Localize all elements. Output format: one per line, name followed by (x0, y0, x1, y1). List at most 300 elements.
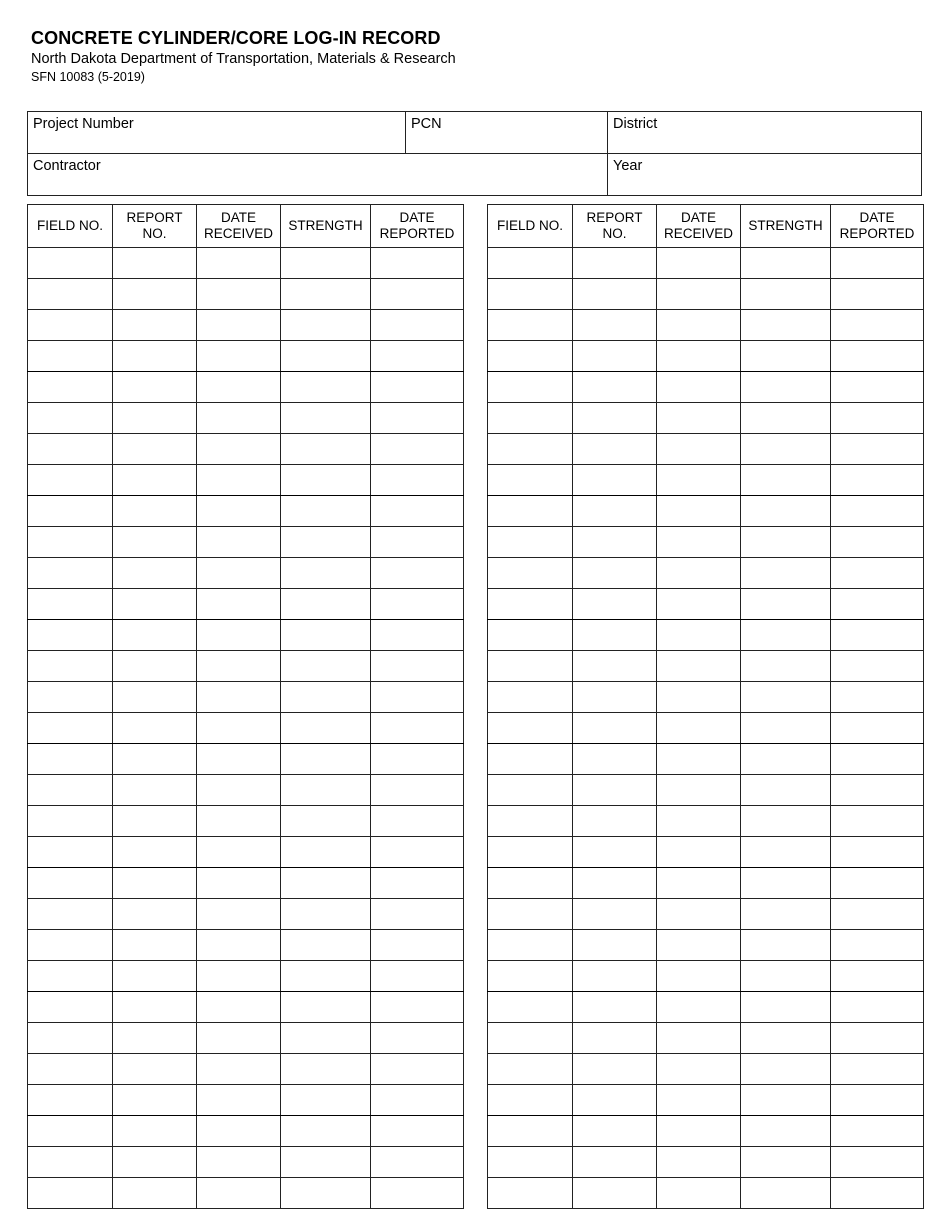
strength-input[interactable] (741, 868, 830, 898)
report-no-input[interactable] (113, 465, 196, 495)
date-received-input[interactable] (197, 1054, 280, 1084)
report-no-input[interactable] (113, 992, 196, 1022)
field-no-input[interactable] (28, 434, 112, 464)
strength-input[interactable] (281, 1147, 370, 1177)
strength-input[interactable] (281, 496, 370, 526)
date-received-input[interactable] (197, 310, 280, 340)
report-no-input[interactable] (573, 837, 656, 867)
strength-input[interactable] (741, 744, 830, 774)
date-received-input[interactable] (197, 248, 280, 278)
report-no-input[interactable] (113, 620, 196, 650)
date-received-input[interactable] (657, 961, 740, 991)
field-no-input[interactable] (28, 1085, 112, 1115)
date-received-input[interactable] (197, 279, 280, 309)
pcn-input[interactable] (411, 134, 602, 152)
field-no-input[interactable] (488, 279, 572, 309)
report-no-input[interactable] (573, 589, 656, 619)
date-reported-input[interactable] (831, 837, 923, 867)
date-received-input[interactable] (657, 1147, 740, 1177)
strength-input[interactable] (741, 1147, 830, 1177)
report-no-input[interactable] (573, 465, 656, 495)
field-no-input[interactable] (488, 248, 572, 278)
date-reported-input[interactable] (371, 496, 463, 526)
date-received-input[interactable] (197, 713, 280, 743)
field-no-input[interactable] (28, 837, 112, 867)
date-reported-input[interactable] (831, 589, 923, 619)
field-no-input[interactable] (488, 372, 572, 402)
field-no-input[interactable] (488, 589, 572, 619)
field-no-input[interactable] (488, 713, 572, 743)
strength-input[interactable] (281, 992, 370, 1022)
field-no-input[interactable] (488, 465, 572, 495)
report-no-input[interactable] (573, 310, 656, 340)
field-no-input[interactable] (28, 1116, 112, 1146)
date-reported-input[interactable] (371, 310, 463, 340)
report-no-input[interactable] (113, 341, 196, 371)
report-no-input[interactable] (113, 248, 196, 278)
date-reported-input[interactable] (831, 682, 923, 712)
report-no-input[interactable] (113, 1085, 196, 1115)
strength-input[interactable] (741, 961, 830, 991)
date-received-input[interactable] (197, 589, 280, 619)
report-no-input[interactable] (113, 558, 196, 588)
strength-input[interactable] (281, 837, 370, 867)
report-no-input[interactable] (573, 868, 656, 898)
date-received-input[interactable] (197, 1147, 280, 1177)
date-received-input[interactable] (197, 961, 280, 991)
strength-input[interactable] (281, 713, 370, 743)
report-no-input[interactable] (573, 651, 656, 681)
strength-input[interactable] (741, 372, 830, 402)
date-reported-input[interactable] (371, 465, 463, 495)
date-reported-input[interactable] (831, 713, 923, 743)
date-received-input[interactable] (197, 682, 280, 712)
date-reported-input[interactable] (831, 279, 923, 309)
field-no-input[interactable] (28, 1023, 112, 1053)
strength-input[interactable] (281, 651, 370, 681)
strength-input[interactable] (741, 899, 830, 929)
date-received-input[interactable] (657, 1023, 740, 1053)
report-no-input[interactable] (573, 403, 656, 433)
date-received-input[interactable] (657, 248, 740, 278)
district-input[interactable] (613, 134, 916, 152)
date-reported-input[interactable] (371, 279, 463, 309)
date-reported-input[interactable] (371, 868, 463, 898)
date-received-input[interactable] (657, 930, 740, 960)
report-no-input[interactable] (113, 310, 196, 340)
strength-input[interactable] (741, 651, 830, 681)
field-no-input[interactable] (28, 1147, 112, 1177)
field-no-input[interactable] (488, 806, 572, 836)
date-reported-input[interactable] (831, 372, 923, 402)
date-reported-input[interactable] (371, 1116, 463, 1146)
date-received-input[interactable] (197, 775, 280, 805)
report-no-input[interactable] (573, 527, 656, 557)
date-received-input[interactable] (197, 806, 280, 836)
date-reported-input[interactable] (831, 775, 923, 805)
date-reported-input[interactable] (371, 837, 463, 867)
date-reported-input[interactable] (831, 1054, 923, 1084)
report-no-input[interactable] (113, 496, 196, 526)
field-no-input[interactable] (28, 527, 112, 557)
date-reported-input[interactable] (371, 930, 463, 960)
strength-input[interactable] (741, 1054, 830, 1084)
report-no-input[interactable] (113, 868, 196, 898)
field-no-input[interactable] (488, 682, 572, 712)
date-reported-input[interactable] (371, 1178, 463, 1208)
field-no-input[interactable] (28, 1054, 112, 1084)
strength-input[interactable] (281, 1023, 370, 1053)
date-received-input[interactable] (197, 372, 280, 402)
date-reported-input[interactable] (831, 868, 923, 898)
strength-input[interactable] (281, 558, 370, 588)
field-no-input[interactable] (28, 992, 112, 1022)
date-received-input[interactable] (657, 403, 740, 433)
strength-input[interactable] (281, 372, 370, 402)
report-no-input[interactable] (573, 961, 656, 991)
date-received-input[interactable] (197, 899, 280, 929)
strength-input[interactable] (741, 806, 830, 836)
strength-input[interactable] (741, 1023, 830, 1053)
field-no-input[interactable] (488, 310, 572, 340)
date-received-input[interactable] (197, 403, 280, 433)
strength-input[interactable] (281, 1178, 370, 1208)
report-no-input[interactable] (113, 775, 196, 805)
report-no-input[interactable] (573, 1147, 656, 1177)
date-received-input[interactable] (197, 992, 280, 1022)
date-reported-input[interactable] (371, 372, 463, 402)
date-received-input[interactable] (657, 992, 740, 1022)
strength-input[interactable] (741, 248, 830, 278)
date-received-input[interactable] (657, 868, 740, 898)
strength-input[interactable] (741, 837, 830, 867)
date-received-input[interactable] (657, 1116, 740, 1146)
report-no-input[interactable] (573, 806, 656, 836)
date-reported-input[interactable] (831, 310, 923, 340)
date-received-input[interactable] (197, 1085, 280, 1115)
field-no-input[interactable] (488, 527, 572, 557)
field-no-input[interactable] (488, 434, 572, 464)
date-received-input[interactable] (197, 527, 280, 557)
date-received-input[interactable] (657, 744, 740, 774)
field-no-input[interactable] (28, 1178, 112, 1208)
date-received-input[interactable] (657, 620, 740, 650)
date-received-input[interactable] (657, 682, 740, 712)
field-no-input[interactable] (488, 868, 572, 898)
report-no-input[interactable] (113, 682, 196, 712)
field-no-input[interactable] (488, 558, 572, 588)
date-received-input[interactable] (657, 651, 740, 681)
report-no-input[interactable] (573, 713, 656, 743)
strength-input[interactable] (281, 1054, 370, 1084)
strength-input[interactable] (281, 248, 370, 278)
date-reported-input[interactable] (831, 341, 923, 371)
date-received-input[interactable] (657, 279, 740, 309)
field-no-input[interactable] (488, 899, 572, 929)
field-no-input[interactable] (28, 620, 112, 650)
report-no-input[interactable] (113, 434, 196, 464)
contractor-input[interactable] (33, 176, 602, 194)
date-received-input[interactable] (197, 651, 280, 681)
date-reported-input[interactable] (831, 403, 923, 433)
field-no-input[interactable] (488, 961, 572, 991)
field-no-input[interactable] (28, 403, 112, 433)
field-no-input[interactable] (488, 1147, 572, 1177)
date-received-input[interactable] (197, 1178, 280, 1208)
strength-input[interactable] (741, 775, 830, 805)
date-received-input[interactable] (197, 1116, 280, 1146)
field-no-input[interactable] (28, 310, 112, 340)
strength-input[interactable] (281, 527, 370, 557)
date-received-input[interactable] (657, 589, 740, 619)
strength-input[interactable] (741, 620, 830, 650)
report-no-input[interactable] (573, 372, 656, 402)
date-received-input[interactable] (197, 465, 280, 495)
date-reported-input[interactable] (371, 248, 463, 278)
date-reported-input[interactable] (371, 1085, 463, 1115)
date-reported-input[interactable] (371, 1054, 463, 1084)
strength-input[interactable] (741, 496, 830, 526)
strength-input[interactable] (281, 806, 370, 836)
date-reported-input[interactable] (831, 527, 923, 557)
date-received-input[interactable] (657, 1178, 740, 1208)
date-received-input[interactable] (657, 558, 740, 588)
strength-input[interactable] (741, 310, 830, 340)
strength-input[interactable] (281, 310, 370, 340)
strength-input[interactable] (741, 930, 830, 960)
strength-input[interactable] (741, 992, 830, 1022)
date-reported-input[interactable] (371, 403, 463, 433)
year-input[interactable] (613, 176, 916, 194)
report-no-input[interactable] (573, 682, 656, 712)
date-reported-input[interactable] (371, 434, 463, 464)
date-reported-input[interactable] (371, 558, 463, 588)
date-reported-input[interactable] (371, 806, 463, 836)
date-reported-input[interactable] (371, 341, 463, 371)
field-no-input[interactable] (28, 713, 112, 743)
date-received-input[interactable] (657, 837, 740, 867)
date-reported-input[interactable] (371, 651, 463, 681)
date-reported-input[interactable] (371, 744, 463, 774)
report-no-input[interactable] (113, 713, 196, 743)
field-no-input[interactable] (28, 341, 112, 371)
report-no-input[interactable] (113, 279, 196, 309)
strength-input[interactable] (741, 434, 830, 464)
report-no-input[interactable] (573, 248, 656, 278)
report-no-input[interactable] (573, 899, 656, 929)
date-received-input[interactable] (657, 775, 740, 805)
report-no-input[interactable] (573, 1085, 656, 1115)
report-no-input[interactable] (573, 279, 656, 309)
date-reported-input[interactable] (831, 651, 923, 681)
date-received-input[interactable] (197, 434, 280, 464)
date-received-input[interactable] (657, 496, 740, 526)
strength-input[interactable] (741, 1085, 830, 1115)
date-received-input[interactable] (657, 465, 740, 495)
field-no-input[interactable] (28, 651, 112, 681)
report-no-input[interactable] (113, 403, 196, 433)
date-reported-input[interactable] (831, 496, 923, 526)
date-reported-input[interactable] (371, 961, 463, 991)
date-received-input[interactable] (657, 310, 740, 340)
date-received-input[interactable] (197, 558, 280, 588)
date-reported-input[interactable] (831, 1085, 923, 1115)
report-no-input[interactable] (573, 775, 656, 805)
field-no-input[interactable] (488, 403, 572, 433)
date-reported-input[interactable] (371, 1023, 463, 1053)
date-reported-input[interactable] (831, 1023, 923, 1053)
report-no-input[interactable] (113, 899, 196, 929)
date-received-input[interactable] (197, 868, 280, 898)
report-no-input[interactable] (113, 589, 196, 619)
strength-input[interactable] (741, 279, 830, 309)
date-received-input[interactable] (657, 372, 740, 402)
report-no-input[interactable] (573, 558, 656, 588)
date-received-input[interactable] (657, 713, 740, 743)
report-no-input[interactable] (573, 992, 656, 1022)
date-reported-input[interactable] (831, 1178, 923, 1208)
date-received-input[interactable] (197, 341, 280, 371)
strength-input[interactable] (281, 1116, 370, 1146)
date-received-input[interactable] (197, 837, 280, 867)
date-reported-input[interactable] (371, 1147, 463, 1177)
report-no-input[interactable] (113, 372, 196, 402)
report-no-input[interactable] (113, 961, 196, 991)
strength-input[interactable] (281, 899, 370, 929)
field-no-input[interactable] (28, 744, 112, 774)
field-no-input[interactable] (28, 682, 112, 712)
date-reported-input[interactable] (371, 775, 463, 805)
report-no-input[interactable] (573, 341, 656, 371)
field-no-input[interactable] (488, 1116, 572, 1146)
date-received-input[interactable] (657, 341, 740, 371)
field-no-input[interactable] (28, 868, 112, 898)
field-no-input[interactable] (28, 558, 112, 588)
field-no-input[interactable] (28, 899, 112, 929)
report-no-input[interactable] (113, 806, 196, 836)
report-no-input[interactable] (573, 1178, 656, 1208)
date-reported-input[interactable] (831, 930, 923, 960)
field-no-input[interactable] (28, 279, 112, 309)
date-received-input[interactable] (657, 527, 740, 557)
date-received-input[interactable] (657, 1054, 740, 1084)
date-reported-input[interactable] (371, 899, 463, 929)
report-no-input[interactable] (113, 1178, 196, 1208)
report-no-input[interactable] (573, 1116, 656, 1146)
strength-input[interactable] (741, 1178, 830, 1208)
strength-input[interactable] (281, 403, 370, 433)
date-reported-input[interactable] (831, 744, 923, 774)
strength-input[interactable] (281, 744, 370, 774)
field-no-input[interactable] (28, 930, 112, 960)
report-no-input[interactable] (573, 620, 656, 650)
project-number-input[interactable] (33, 134, 400, 152)
strength-input[interactable] (281, 434, 370, 464)
date-reported-input[interactable] (831, 806, 923, 836)
date-received-input[interactable] (197, 1023, 280, 1053)
date-received-input[interactable] (197, 620, 280, 650)
date-received-input[interactable] (657, 899, 740, 929)
field-no-input[interactable] (488, 1023, 572, 1053)
date-reported-input[interactable] (371, 992, 463, 1022)
date-reported-input[interactable] (831, 1147, 923, 1177)
field-no-input[interactable] (488, 1054, 572, 1084)
field-no-input[interactable] (488, 496, 572, 526)
report-no-input[interactable] (113, 527, 196, 557)
field-no-input[interactable] (488, 1085, 572, 1115)
field-no-input[interactable] (488, 930, 572, 960)
date-reported-input[interactable] (371, 713, 463, 743)
field-no-input[interactable] (488, 651, 572, 681)
strength-input[interactable] (281, 682, 370, 712)
field-no-input[interactable] (488, 341, 572, 371)
report-no-input[interactable] (113, 744, 196, 774)
strength-input[interactable] (741, 682, 830, 712)
field-no-input[interactable] (28, 496, 112, 526)
report-no-input[interactable] (113, 1023, 196, 1053)
field-no-input[interactable] (28, 372, 112, 402)
strength-input[interactable] (741, 403, 830, 433)
field-no-input[interactable] (28, 465, 112, 495)
date-reported-input[interactable] (831, 248, 923, 278)
field-no-input[interactable] (488, 1178, 572, 1208)
report-no-input[interactable] (573, 1023, 656, 1053)
date-reported-input[interactable] (831, 961, 923, 991)
strength-input[interactable] (281, 465, 370, 495)
strength-input[interactable] (741, 713, 830, 743)
strength-input[interactable] (281, 279, 370, 309)
date-reported-input[interactable] (831, 992, 923, 1022)
date-received-input[interactable] (197, 930, 280, 960)
field-no-input[interactable] (488, 744, 572, 774)
strength-input[interactable] (281, 620, 370, 650)
field-no-input[interactable] (488, 620, 572, 650)
field-no-input[interactable] (488, 992, 572, 1022)
date-reported-input[interactable] (371, 620, 463, 650)
date-received-input[interactable] (657, 1085, 740, 1115)
field-no-input[interactable] (28, 248, 112, 278)
field-no-input[interactable] (28, 806, 112, 836)
strength-input[interactable] (281, 868, 370, 898)
date-reported-input[interactable] (831, 620, 923, 650)
date-reported-input[interactable] (831, 465, 923, 495)
strength-input[interactable] (281, 341, 370, 371)
strength-input[interactable] (281, 961, 370, 991)
date-received-input[interactable] (197, 496, 280, 526)
strength-input[interactable] (281, 930, 370, 960)
date-received-input[interactable] (657, 806, 740, 836)
date-reported-input[interactable] (371, 589, 463, 619)
strength-input[interactable] (281, 1085, 370, 1115)
date-received-input[interactable] (657, 434, 740, 464)
strength-input[interactable] (741, 465, 830, 495)
report-no-input[interactable] (113, 930, 196, 960)
strength-input[interactable] (741, 527, 830, 557)
date-reported-input[interactable] (831, 434, 923, 464)
strength-input[interactable] (281, 775, 370, 805)
report-no-input[interactable] (573, 930, 656, 960)
field-no-input[interactable] (488, 837, 572, 867)
date-reported-input[interactable] (831, 899, 923, 929)
report-no-input[interactable] (573, 434, 656, 464)
report-no-input[interactable] (113, 651, 196, 681)
strength-input[interactable] (741, 1116, 830, 1146)
strength-input[interactable] (741, 341, 830, 371)
date-reported-input[interactable] (831, 558, 923, 588)
field-no-input[interactable] (488, 775, 572, 805)
date-received-input[interactable] (197, 744, 280, 774)
report-no-input[interactable] (573, 496, 656, 526)
